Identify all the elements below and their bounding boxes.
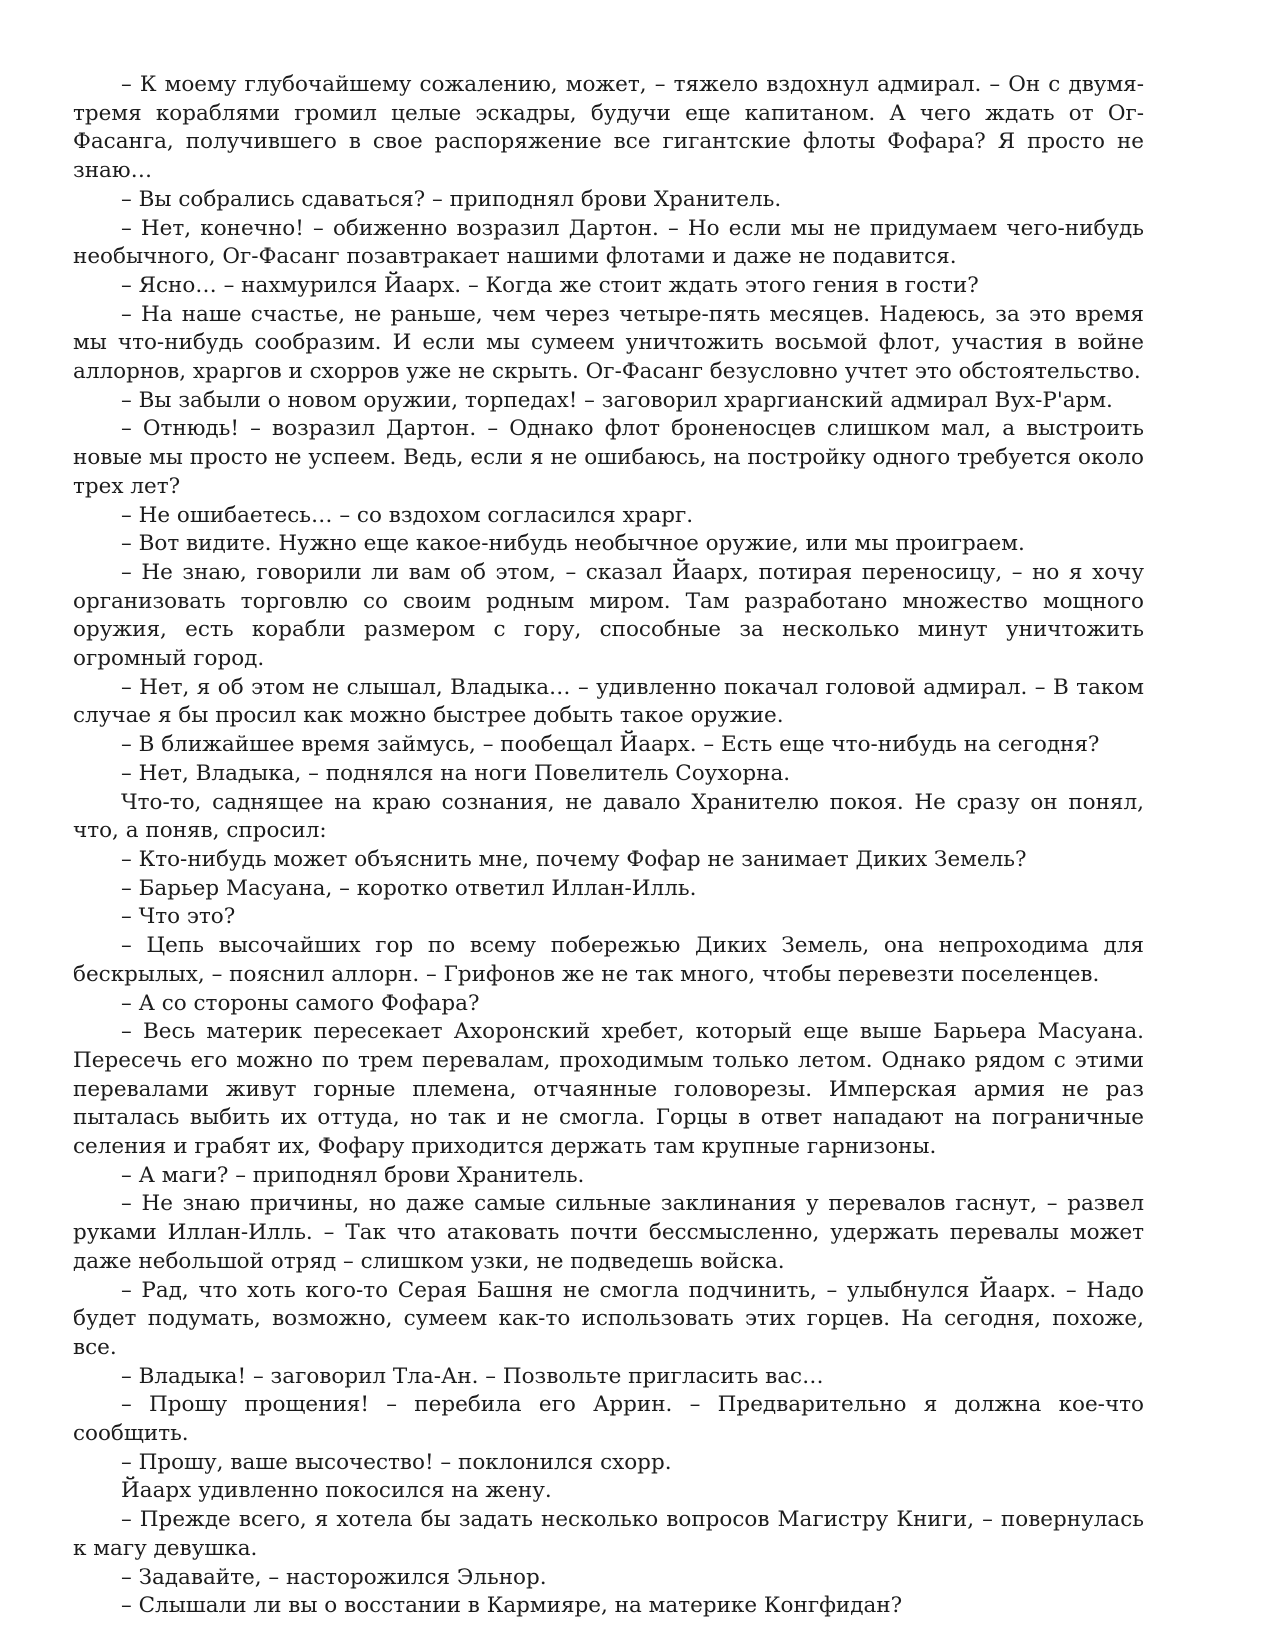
paragraph: – Не знаю причины, но даже самые сильные заклинания у перевалов гаснут, – развел руками Иллан-Илль. – Так что атаковать почти бессмысленно, удержать перевалы может даже небольшой отряд – слишком узки, не подведешь войска. [73, 1191, 1144, 1274]
paragraph: Йаарх удивленно покосился на жену. [121, 1478, 552, 1504]
paragraph: – Не знаю, говорили ли вам об этом, – сказал Йаарх, потирая переносицу, – но я хочу организовать торговлю со своим родным миром. Там разработано множество мощного оружия, есть корабли размером с гору, способные за несколько минут уничтожить огромный город. [73, 559, 1144, 672]
paragraph: – Цепь высочайших гор по всему побережью Диких Земель, она непроходима для бескрылых, – пояснил аллорн. – Грифонов же не так много, чтобы перевезти поселенцев. [73, 933, 1144, 987]
paragraph: Что-то, саднящее на краю сознания, не давало Хранителю покоя. Не сразу он понял, что, а поняв, спросил: [73, 789, 1144, 844]
paragraph: – К моему глубочайшему сожалению, может, – тяжело вздохнул адмирал. – Он с двумя-тремя кораблями громил целые эскадры, будучи еще капитаном. А чего ждать от Ог-Фасанга, получившего в свое распоряжение все гигантские флоты Фофара? Я просто не знаю… [73, 72, 1144, 184]
paragraph: – Вот видите. Нужно еще какое-нибудь необычное оружие, или мы проиграем. [121, 531, 1025, 557]
paragraph: – Прошу прощения! – перебила его Аррин. – Предварительно я должна кое-что сообщить. [73, 1392, 1144, 1447]
paragraph: – Рад, что хоть кого-то Серая Башня не смогла подчинить, – улыбнулся Йаарх. – Надо будет подумать, возможно, сумеем как-то использовать этих горцев. На сегодня, похоже, все. [73, 1277, 1144, 1360]
paragraph: – Кто-нибудь может объяснить мне, почему Фофар не занимает Диких Земель? [121, 846, 1027, 872]
page-text [73, 71, 1144, 1621]
paragraph: – Барьер Масуана, – коротко ответил Иллан-Илль. [121, 875, 697, 901]
paragraph: – А со стороны самого Фофара? [121, 990, 480, 1016]
paragraph: – А маги? – приподнял брови Хранитель. [121, 1162, 585, 1188]
paragraph: – Не ошибаетесь… – со вздохом согласился храрг. [121, 502, 694, 528]
paragraph: – Нет, конечно! – обиженно возразил Дартон. – Но если мы не придумаем чего-нибудь необычного, Ог-Фасанг позавтракает нашими флотами и даже не подавится. [73, 215, 1144, 270]
paragraph: – Ясно… – нахмурился Йаарх. – Когда же стоит ждать этого гения в гости? [121, 272, 979, 298]
paragraph: – Слышали ли вы о восстании в Кармияре, на материке Конгфидан? [121, 1593, 903, 1619]
paragraph: – Вы собрались сдаваться? – приподнял брови Хранитель. [121, 186, 782, 212]
paragraph: – Нет, Владыка, – поднялся на ноги Повелитель Соухорна. [121, 760, 791, 786]
paragraph: – Весь материк пересекает Ахоронский хребет, который еще выше Барьера Масуана. Пересечь его можно по трем перевалам, проходимым только летом. Однако рядом с этими перевалами живут горные племена, отчаянные головорезы. Имперская армия не раз пыталась выбить их оттуда, но так и не смогла. Горцы в ответ нападают на пограничные селения и грабят их, Фофару приходится держать там крупные гарнизоны. [73, 1019, 1144, 1160]
paragraph: – Прошу, ваше высочество! – поклонился схорр. [121, 1449, 672, 1475]
paragraph: – Задавайте, – насторожился Эльнор. [121, 1564, 547, 1590]
paragraph: – Владыка! – заговорил Тла-Ан. – Позвольте пригласить вас… [121, 1363, 824, 1389]
paragraph: – Нет, я об этом не слышал, Владыка… – удивленно покачал головой адмирал. – В таком случае я бы просил как можно быстрее добыть такое оружие. [73, 674, 1144, 729]
paragraph: – Прежде всего, я хотела бы задать несколько вопросов Магистру Книги, – повернулась к магу девушка. [73, 1507, 1144, 1561]
paragraph: – Что это? [121, 904, 236, 930]
paragraph: – Отнюдь! – возразил Дартон. – Однако флот броненосцев слишком мал, а выстроить новые мы просто не успеем. Ведь, если я не ошибаюсь, на постройку одного требуется около трех лет? [73, 416, 1144, 499]
paragraph: – В ближайшее время займусь, – пообещал Йаарх. – Есть еще что-нибудь на сегодня? [121, 732, 1100, 758]
paragraph: – Вы забыли о новом оружии, торпедах! – заговорил храргианский адмирал Вух-Р'арм. [121, 387, 1113, 413]
paragraph: – На наше счастье, не раньше, чем через четыре-пять месяцев. Надеюсь, за это время мы что-нибудь сообразим. И если мы сумеем уничтожить восьмой флот, участия в войне аллорнов, храргов и схорров уже не скрыть. Ог-Фасанг безусловно учтет это обстоятельство. [73, 301, 1144, 385]
